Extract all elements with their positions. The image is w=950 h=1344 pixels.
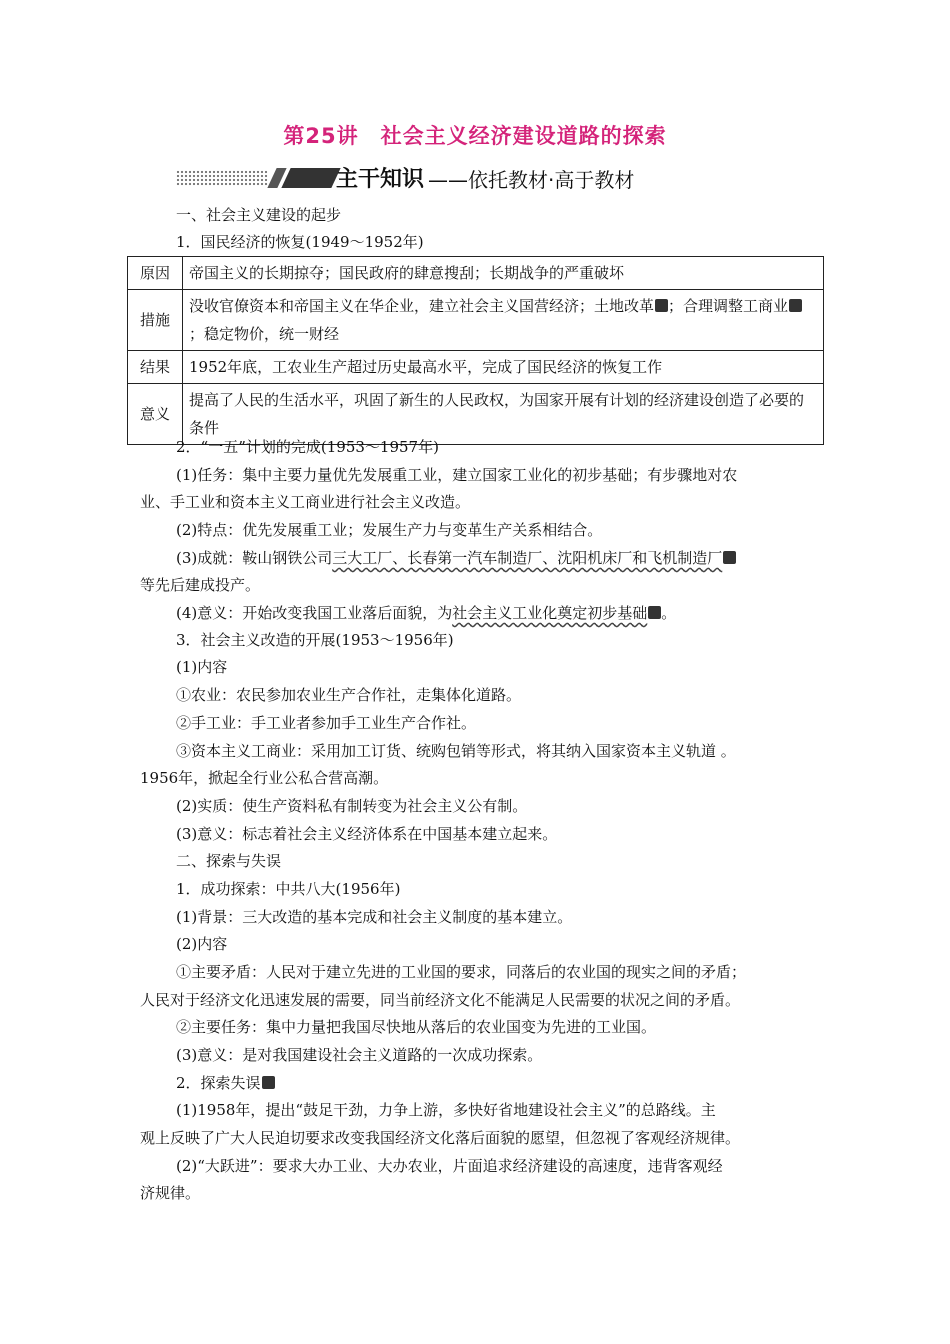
paragraph-line: (3)意义：是对我国建设社会主义道路的一次成功探索。 [176,1046,543,1064]
row-text [183,290,824,351]
paragraph-line: 观上反映了广大人民迫切要求改变我国经济文化落后面貌的愿望，但忽视了客观经济规律。 [140,1129,741,1147]
section-heading: 二、探索与失误 [176,852,282,870]
row-label: 意义 [128,384,183,445]
section-heading: 一、社会主义建设的起步 [176,206,342,224]
paragraph-line: (2)特点：优先发展重工业；发展生产力与变革生产关系相结合。 [176,521,603,539]
lesson-title: 第25讲 社会主义经济建设道路的探索 [283,124,667,148]
paragraph-line: (1)任务：集中主要力量优先发展重工业，建立国家工业化的初步基础；有步骤地对农 [176,466,738,484]
subsection-heading: 1．成功探索：中共八大(1956年) [176,880,401,898]
line-part: (3)成就：鞍山钢铁公司 [176,549,333,567]
underlined-text: 三大工厂、长春第一汽车制造厂、沈阳机床厂和飞机制造厂 [332,549,723,567]
paragraph-line: (2)“大跃进”：要求大办工业、大办农业，片面追求经济建设的高速度，违背客观经 [176,1157,723,1175]
paragraph-line: ①农业：农民参加农业生产合作社，走集体化道路。 [176,686,522,704]
row-label: 原因 [128,257,183,290]
paragraph-line: (1)1958年，提出“鼓足干劲，力争上游，多快好省地建设社会主义”的总路线。主 [176,1101,716,1119]
table-row [128,384,824,445]
paragraph-line [176,548,736,568]
paragraph-line: 业、手工业和资本主义工商业进行社会主义改造。 [140,493,471,511]
line-part: (4)意义：开始改变我国工业落后面貌，为 [176,604,453,622]
paragraph-line: (3)意义：标志着社会主义经济体系在中国基本建立起来。 [176,825,558,843]
paragraph-line: 人民对于经济文化迅速发展的需要，同当前经济文化不能满足人民需要的状况之间的矛盾。 [140,991,741,1009]
row-label: 措施 [128,290,183,351]
section-banner [176,162,696,192]
paragraph-line: (1)内容 [176,658,228,676]
table-row [128,351,824,384]
paragraph-line: ②手工业：手工业者参加手工业生产合作社。 [176,714,477,732]
paragraph-line [176,603,676,623]
note-marker-icon [655,299,668,312]
paragraph-line: ①主要矛盾：人民对于建立先进的工业国的要求，同落后的农业国的现实之间的矛盾； [176,963,747,981]
subsection-heading [176,1073,275,1093]
paragraph-line: 等先后建成投产。 [140,576,261,594]
row-text-part: 没收官僚资本和帝国主义在华企业，建立社会主义国营经济；土地改革 [189,297,655,315]
row-label: 结果 [128,351,183,384]
recovery-table [127,256,824,445]
paragraph-line: 1956年，掀起全行业公私合营高潮。 [140,769,389,787]
paragraph-line: ③资本主义工商业：采用加工订货、统购包销等形式，将其纳入国家资本主义轨道 。 [176,742,736,760]
row-text-part: ；合理调整工商业 [668,297,789,315]
note-marker-icon [723,551,736,564]
paragraph-line: (1)背景：三大改造的基本完成和社会主义制度的基本建立。 [176,908,573,926]
row-text: 提高了人民的生活水平，巩固了新生的人民政权，为国家开展有计划的经济建设创造了必要的条件 [183,384,824,445]
banner-slash-bar [281,168,340,188]
note-marker-icon [789,299,802,312]
subsection-heading: 1．国民经济的恢复(1949～1952年) [176,233,424,251]
banner-dot-pattern [176,170,268,186]
paragraph-line: ②主要任务：集中力量把我国尽快地从落后的农业国变为先进的工业国。 [176,1018,657,1036]
subsection-heading: 3．社会主义改造的开展(1953～1956年) [176,631,454,649]
banner-heading: 主干知识 [336,167,425,192]
row-text: 帝国主义的长期掠夺；国民政府的肆意搜刮；长期战争的严重破坏 [183,257,824,290]
row-text-part: ；稳定物价，统一财经 [189,325,340,343]
subsection-heading: 2．“一五”计划的完成(1953～1957年) [176,438,439,456]
row-text: 1952年底，工农业生产超过历史最高水平，完成了国民经济的恢复工作 [183,351,824,384]
note-marker-icon [648,606,661,619]
paragraph-line: 济规律。 [140,1184,201,1202]
paragraph-line: (2)实质：使生产资料私有制转变为社会主义公有制。 [176,797,528,815]
line-part: 2．探索失误 [176,1074,261,1092]
table-row [128,257,824,290]
note-marker-icon [262,1076,275,1089]
table-row [128,290,824,351]
underlined-text: 社会主义工业化奠定初步基础 [452,604,648,622]
banner-subheading: ——依托教材·高于教材 [428,168,635,192]
paragraph-line: (2)内容 [176,935,228,953]
line-part: 。 [661,604,677,622]
